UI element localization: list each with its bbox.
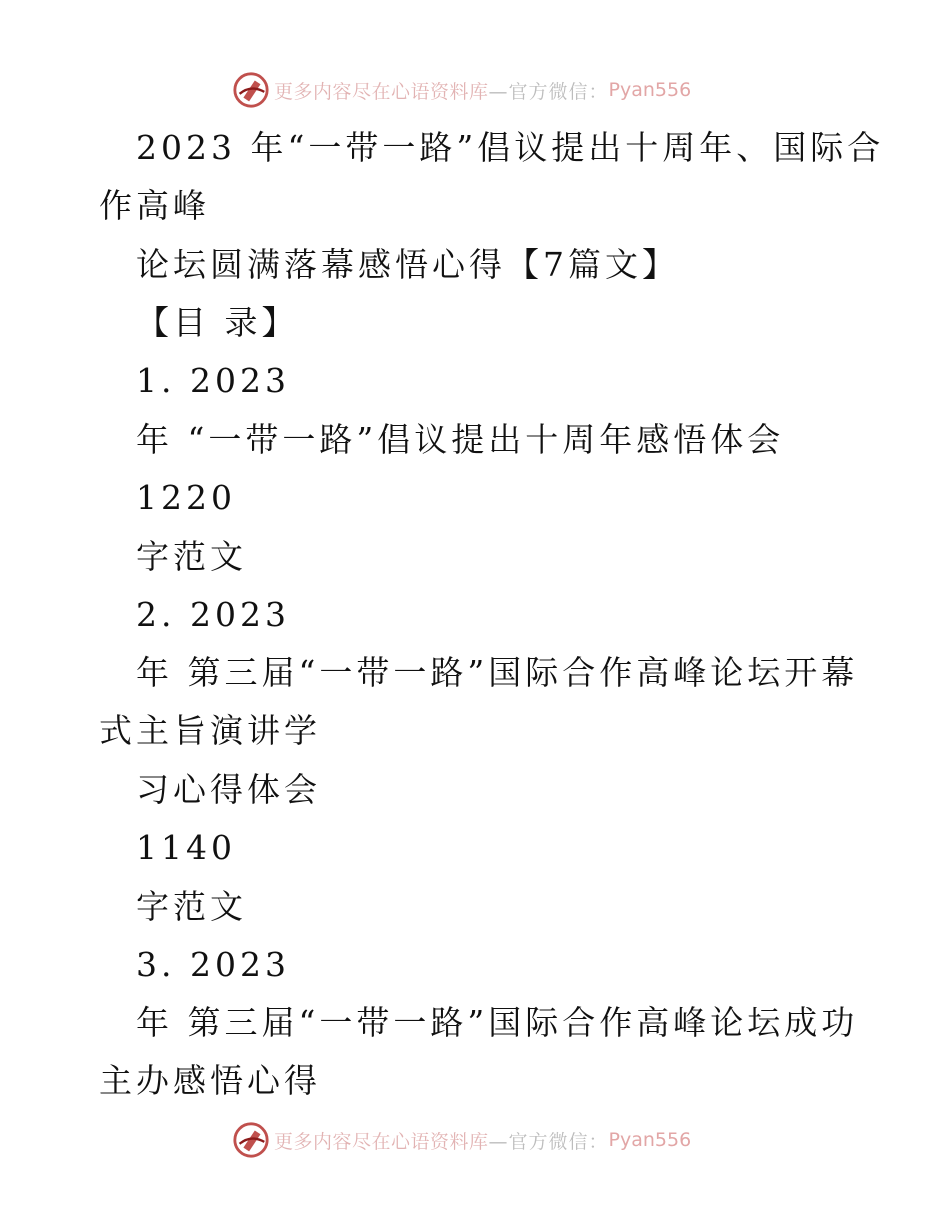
toc-item-2-count: 1140 <box>136 828 236 867</box>
watermark-wechat-id: Pyan556 <box>608 79 692 101</box>
toc-item-1-count: 1220 <box>136 478 236 517</box>
watermark-brand-text: 更多内容尽在心语资料库 <box>274 1130 489 1153</box>
toc-item-2-title-2: 式主旨演讲学 <box>99 711 321 750</box>
toc-item-1-suffix: 字范文 <box>136 537 247 576</box>
header-watermark <box>232 70 691 110</box>
watermark-wechat-id: Pyan556 <box>608 1129 692 1151</box>
watermark-dash-text: —官方微信： <box>488 80 609 103</box>
toc-item-2-title-3: 习心得体会 <box>136 770 321 809</box>
toc-item-3-number: 3. 2023 <box>136 945 290 984</box>
toc-item-1-number: 1. 2023 <box>136 361 290 400</box>
watermark-dash-text: —官方微信： <box>488 1130 609 1153</box>
toc-item-3-title-1: 年 第三届“一带一路”国际合作高峰论坛成功 <box>136 1003 859 1042</box>
toc-item-2-suffix: 字范文 <box>136 887 247 926</box>
title-line-3: 论坛圆满落幕感悟心得【7篇文】 <box>136 245 679 284</box>
title-line-1: 2023 年“一带一路”倡议提出十周年、国际合 <box>136 128 885 167</box>
title-line-2: 作高峰 <box>99 186 210 225</box>
footer-watermark <box>232 1120 691 1160</box>
toc-item-1-title: 年 “一带一路”倡议提出十周年感悟体会 <box>136 420 785 459</box>
toc-item-2-title-1: 年 第三届“一带一路”国际合作高峰论坛开幕 <box>136 653 859 692</box>
toc-item-3-title-2: 主办感悟心得 <box>99 1061 321 1100</box>
watermark-brand-text: 更多内容尽在心语资料库 <box>274 80 489 103</box>
toc-item-2-number: 2. 2023 <box>136 595 290 634</box>
pen-nib-icon <box>232 1121 270 1159</box>
pen-nib-icon <box>232 71 270 109</box>
toc-heading: 【目 录】 <box>136 303 299 342</box>
